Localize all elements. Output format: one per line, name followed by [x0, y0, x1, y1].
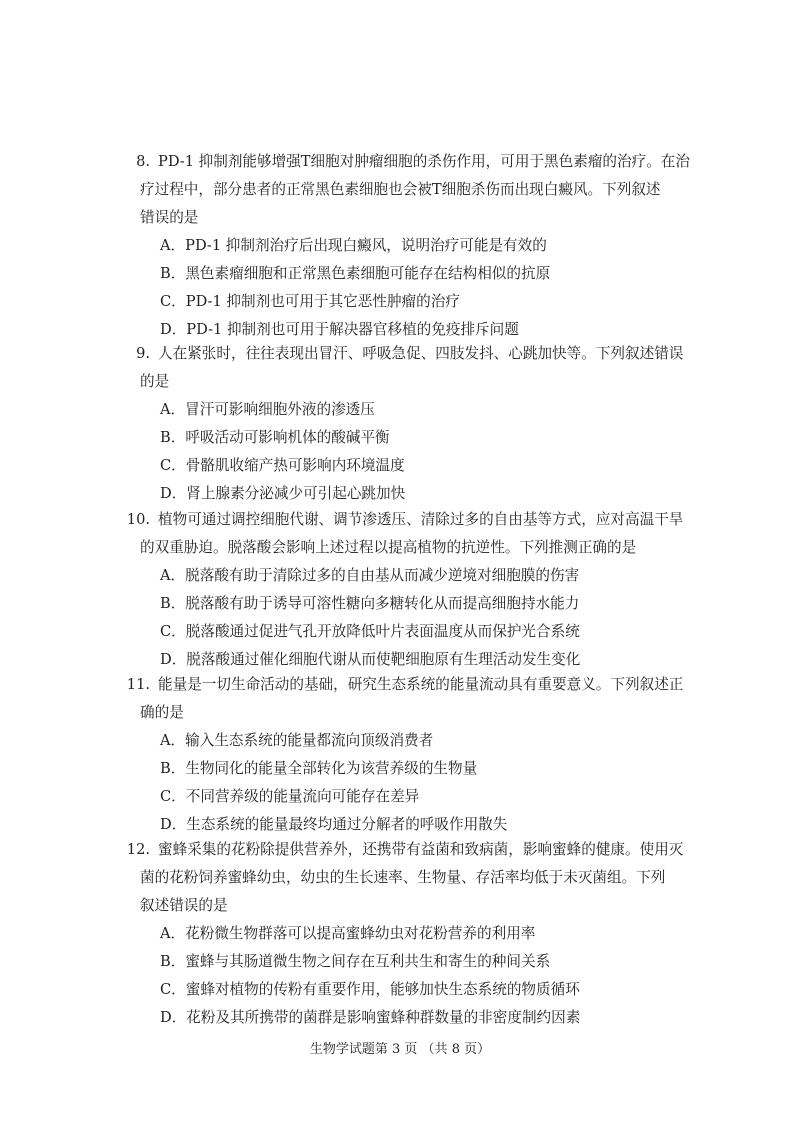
stem-text: 能量是一切生命活动的基础，研究生态系统的能量流动具有重要意义。下列叙述正 — [158, 676, 684, 693]
option-a: A．冒汗可影响细胞外液的渗透压 — [160, 401, 375, 418]
option-a: A．PD-1 抑制剂治疗后出现白癜风，说明治疗可能是有效的 — [160, 237, 547, 254]
page-footer: 生物学试题第 3 页 （共 8 页） — [309, 1042, 491, 1057]
option-d: D．花粉及其所携带的菌群是影响蜜蜂种群数量的非密度制约因素 — [160, 1009, 581, 1026]
option-b: B．呼吸活动可影响机体的酸碱平衡 — [160, 429, 390, 446]
option-d: D．肾上腺素分泌减少可引起心跳加快 — [160, 485, 406, 502]
question-number: 12. — [126, 841, 150, 858]
option-d: D．脱落酸通过催化细胞代谢从而使靶细胞原有生理活动发生变化 — [160, 651, 581, 668]
stem-text: 的双重胁迫。脱落酸会影响上述过程以提高植物的抗逆性。下列推测正确的是 — [140, 539, 637, 556]
question-number: 11. — [126, 676, 150, 693]
option-c: C．骨骼肌收缩产热可影响内环境温度 — [160, 457, 405, 474]
stem-text: PD-1 抑制剂能够增强T细胞对肿瘤细胞的杀伤作用，可用于黑色素瘤的治疗。在治 — [158, 153, 690, 170]
option-d: D．PD-1 抑制剂也可用于解决器官移植的免疫排斥问题 — [160, 321, 519, 338]
stem-text: 菌的花粉饲养蜜蜂幼虫，幼虫的生长速率、生物量、存活率均低于未灭菌组。下列 — [140, 869, 666, 886]
option-c: C．蜜蜂对植物的传粉有重要作用，能够加快生态系统的物质循环 — [160, 981, 580, 998]
stem-text: 疗过程中，部分患者的正常黑色素细胞也会被T细胞杀伤而出现白癜风。下列叙述 — [140, 181, 661, 198]
stem-text: 错误的是 — [140, 209, 199, 226]
option-c: C．PD-1 抑制剂也可用于其它恶性肿瘤的治疗 — [160, 293, 460, 310]
option-d: D．生态系统的能量最终均通过分解者的呼吸作用散失 — [160, 816, 508, 833]
stem-text: 蜜蜂采集的花粉除提供营养外，还携带有益菌和致病菌，影响蜜蜂的健康。使用灭 — [158, 841, 684, 858]
stem-text: 植物可通过调控细胞代谢、调节渗透压、清除过多的自由基等方式，应对高温干旱 — [158, 511, 684, 528]
option-b: B．蜜蜂与其肠道微生物之间存在互利共生和寄生的种间关系 — [160, 953, 551, 970]
option-c: C．脱落酸通过促进气孔开放降低叶片表面温度从而保护光合系统 — [160, 623, 580, 640]
stem-text: 的是 — [140, 373, 170, 390]
question-number: 9. — [136, 345, 150, 362]
option-a: A．脱落酸有助于清除过多的自由基从而减少逆境对细胞膜的伤害 — [160, 567, 580, 584]
option-a: A．输入生态系统的能量都流向顶级消费者 — [160, 732, 434, 749]
question-number: 10. — [126, 511, 150, 528]
question-number: 8. — [136, 153, 150, 170]
stem-text: 确的是 — [140, 704, 184, 721]
stem-text: 人在紧张时，往往表现出冒汗、呼吸急促、四肢发抖、心跳加快等。下列叙述错误 — [158, 345, 684, 362]
option-a: A．花粉微生物群落可以提高蜜蜂幼虫对花粉营养的利用率 — [160, 925, 536, 942]
option-b: B．生物同化的能量全部转化为该营养级的生物量 — [160, 760, 478, 777]
option-b: B．黑色素瘤细胞和正常黑色素细胞可能存在结构相似的抗原 — [160, 265, 551, 282]
option-b: B．脱落酸有助于诱导可溶性糖向多糖转化从而提高细胞持水能力 — [160, 595, 580, 612]
option-c: C．不同营养级的能量流向可能存在差异 — [160, 788, 420, 805]
stem-text: 叙述错误的是 — [140, 897, 228, 914]
